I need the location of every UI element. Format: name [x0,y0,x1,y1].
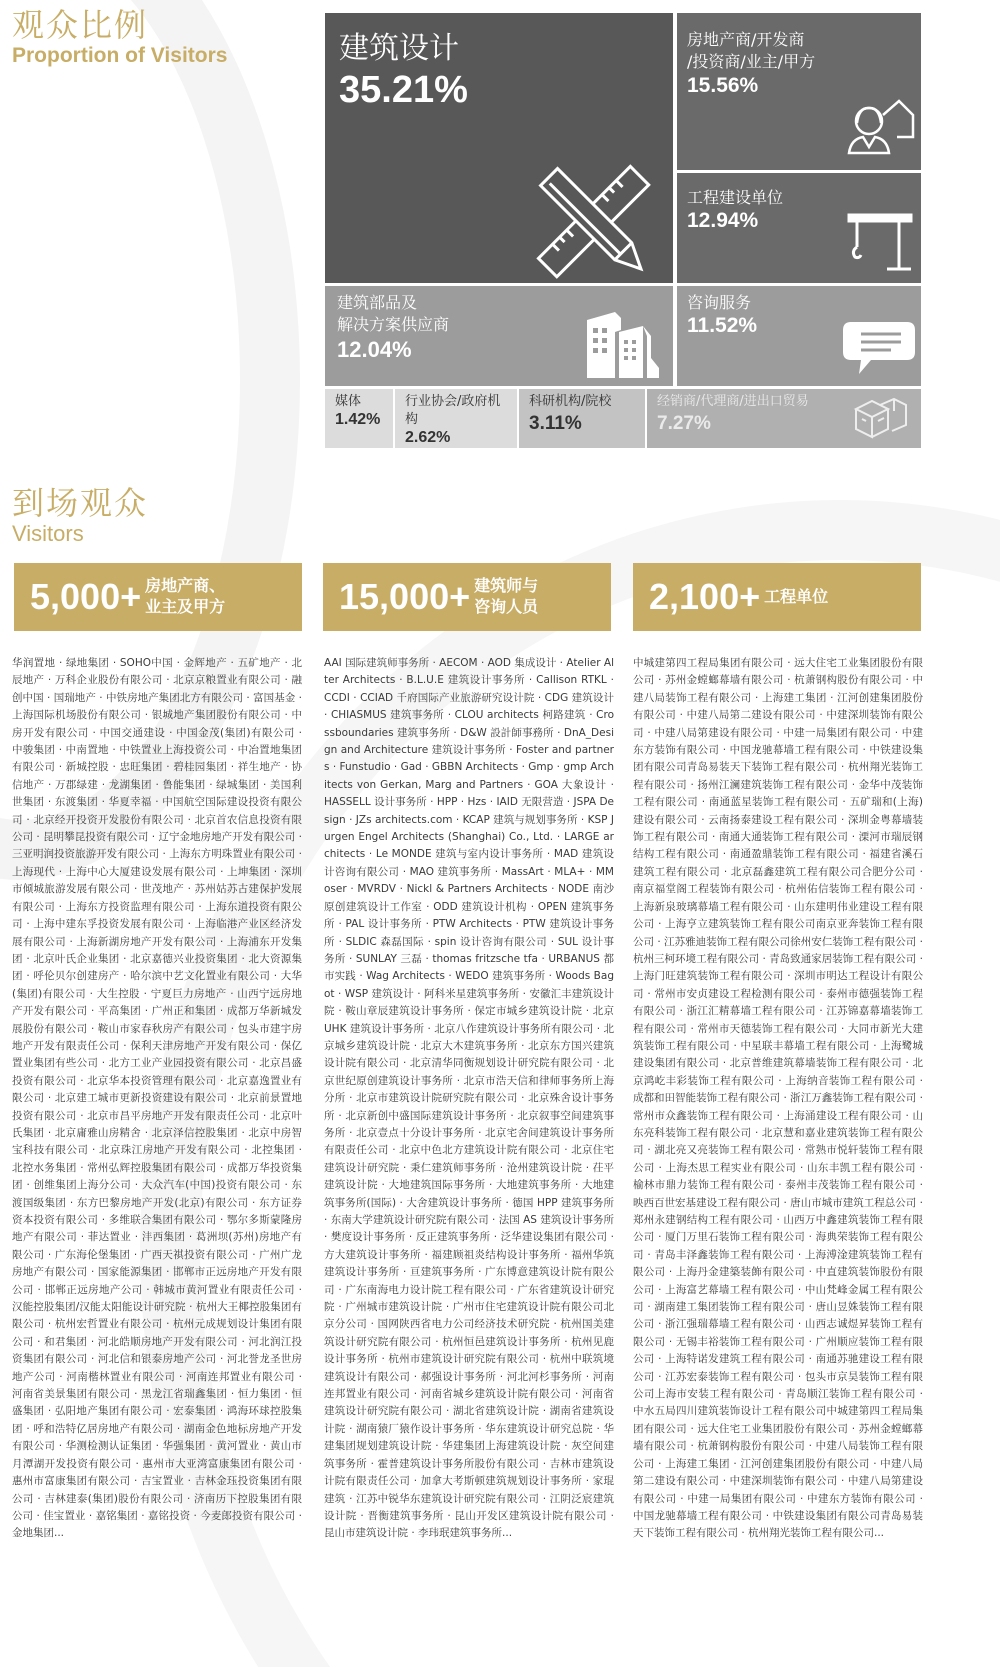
stat-description [474,576,538,618]
pencil-ruler-icon [535,163,655,283]
tile-media [325,389,393,448]
tile-distributors [647,389,921,448]
tile-percentage: 3.11% [529,413,582,435]
tile-label: 建筑设计 [339,31,459,66]
tile-percentage: 15.56% [687,73,759,97]
tile-percentage: 11.52% [687,314,758,338]
stat-plus: + [739,576,761,617]
tile-label-line1: 建筑部品及 [337,293,418,312]
stat-desc-line2: 业主及甲方 [145,597,226,616]
architects-list: AAI 国际建筑师事务所 · AECOM · AOD 集成设计 · Atelier Alter Architects · B.L.U.E 建筑设计事务所 · Callison RTKL · CCDI · CCIAD 千府国际产业旅游研究设计院 · CDG 建筑设计 · CHIASMUS 建筑事务所 · CLOU architects 柯路建筑 · Crossboundaries 建筑事务所 · D&W 設計師事務所 · DnA_Design and Architecture 建筑设计事务所 · Foster and partners · Funstudio · Gad · GBBN Architects · Gmp · gmp Architects von Gerkan, Marg and Partners · GOA 大象设计 · HASSELL 设计事务所 · HPP · Hzs · IAID 无限营造 · JSPA Design · JZs architects.com · KCAP 建筑与规划事务所 · KSP Jurgen Engel Architects (Shanghai) Co., Ltd. · LARGE architects · Le MONDE 建筑与室内设计事务所 · MAD 建筑设计咨询有限公司 · MAO 建筑事务所 · MassArt · MLA+ · MMoser · MVRDV · Nickl & Partners Architects · NODE 南沙原创建筑设计工作室 · ODD 建筑设计机构 · OPEN 建筑事务所 · PAL 设计事务所 · PTW Architects · PTW 建筑设计事务所 · SLDIC 森磊国际 · spin 设计咨询有限公司 · SUL 设计事务所 · SUNLAY 三磊 · thomas fritzsche tfa · URBANUS 都市实践 · Wag Architects · WEDO 建筑事务所 · Woods Bagot · WSP 建筑设计 · 阿科米星建筑事务所 · 安徽汇丰建筑设计院 · 鞍山章辰建筑设计事务所 · 保定市城乡建筑设计院 · 北京 UHK 建筑设计事务所 · 北京八作建筑设计事务所有限公司 · 北京城乡建筑设计院 · 北京大木建筑事务所 · 北京东方国兴建筑设计院有限公司 · 北京清华同衡规划设计研究院有限公司 · 北京世纪原创建筑设计事务所 · 北京市浩天信和律师事务所上海分所 · 北京市建筑设计院研究院有限公司 · 北京殊舍设计事务所 · 北京新创中盛国际建筑设计事务所 · 北京叙事空间建筑事务所 · 北京壹点十分设计事务所 · 北京宅舍间建筑设计事务所有限责任公司 · 北京中色北方建筑设计院有限公司 · 北京住宅建筑设计研究院 · 秉仁建筑师事务所 · 沧州建筑设计院 · 茌平建筑设计院 · 大地建筑国际事务所 · 大地建筑事务所 · 大地建筑事务所(国际) · 大舍建筑设计事务所 · 德国 HPP 建筑事务所 · 东南大学建筑设计研究院有限公司 · 法国 AS 建筑设计事务所 · 樊度设计事务所 · 反正建筑事务所 · 泛华建设集团有限公司 · 方大建筑设计事务所 · 福建顾祖炎结构设计事务所 · 福州华筑建筑设计事务所 · 亘建筑事务所 · 广东博意建筑设计院有限公司 · 广东南海电力设计院工程有限公司 · 广东省建筑设计研究院 · 广州城市建筑设计院 · 广州市住宅建筑设计院有限公司北京分公司 · 国网陕西省电力公司经济技术研究院 · 杭州国美建筑设计研究院有限公司 · 杭州恒邑建筑设计事务所 · 杭州见鹿设计事务所 · 杭州市建筑设计研究院有限公司 · 杭州中联筑境建筑设计有限公司 · 郝强设计事务所 · 河北河杉事务所 · 河南连邦置业有限公司 · 河南省城乡建筑设计院有限公司 · 河南省建筑设计研究院有限公司 · 湖北省建筑设计院 · 湖南省建筑设计院 · 湖南猿厂猿作设计事务所 · 华东建筑设计研究总院 · 华建集团规划建筑设计院 · 华建集团上海建筑设计院 · 灰空间建筑事务所 · 霍普建筑设计事务所股份有限公司 · 吉林市建筑设计院有限责任公司 · 加拿大考斯顿建筑规划设计事务所 · 家琨建筑 · 江苏中锐华东建筑设计研究院有限公司 · 江阴泛宸建筑设计院 · 晋衡建筑事务所 · 昆山开发区建筑设计院有限公司 · 昆山市建筑设计院 · 李玮珉建筑事务所... [324,657,614,1540]
boxes-icon [852,395,908,441]
stat-number: 15,000 [339,576,450,617]
tile-percentage: 12.04% [337,336,412,362]
proportion-title-en: Proportion of Visitors [12,44,228,68]
visitors-title-cn: 到场观众 [12,484,149,522]
tile-percentage: 2.62% [405,429,451,447]
developers-list: 华润置地 · 绿地集团 · SOHO中国 · 金辉地产 · 五矿地产 · 北辰地产 · 万科企业股份有限公司 · 北京京粮置业有限公司 · 融创中国 · 国瑞地产 · 中铁房地产集团北方有限公司 · 富国基金 · 上海国际机场股份有限公司 · 银城地产集团股份有限公司 · 中房开发有限公司 · 中国交通建设 · 中国金茂(集团)有限公司 · 中骏集团 · 中南置地 · 中铁置业上海投资公司 · 中冶置地集团有限公司 · 新城控股 · 忠旺集团 · 碧桂园集团 · 祥生地产 · 协信地产 · 万郡绿建 · 龙湖集团 · 鲁能集团 · 绿城集团 · 美国利世集团 · 东渡集团 · 华夏幸福 · 中国航空国际建设投资有限公司 · 北京经开投资开发股份有限公司 · 北京首农信息投资有限公司 · 昆明攀昆投资有限公司 · 辽宁金地房地产开发有限公司 · 三亚明润投资旅游开发有限公司 · 上海东方明珠置业有限公司 · 上海现代 · 上海中心大厦建设发展有限公司 · 上坤集团 · 深圳市倾城旅游发展有限公司 · 世茂地产 · 苏州姑苏古建保护发展有限公司 · 上海东方投资监理有限公司 · 上海东道投资有限公司 · 上海中建东孚投资发展有限公司 · 上海临港产业区经济发展有限公司 · 上海新湖房地产开发有限公司 · 上海浦东开发集团 · 北京叶氏企业集团 · 北京嘉德兴业投资集团 · 北大资源集团 · 呼伦贝尔创建房产 · 哈尔滨中艺文化置业有限公司 · 大华(集团)有限公司 · 大生控股 · 宁夏巨力房地产 · 山西宁远房地产开发有限公司 · 平高集团 · 广州正和集团 · 成都万华新城发展股份有限公司 · 鞍山市家春秋房产有限公司 · 包头市建宇房地产开发有限责任公司 · 保利天津房地产开发有限公司 · 保亿置业集团有些公司 · 北方工业产业园投资有限公司 · 北京昌盛投资有限公司 · 北京华本投资管理有限公司 · 北京嘉逸置业有限公司 · 北京建工城市更新投资建设有限公司 · 北京前景置地投资有限公司 · 北京市昌平房地产开发有限责任公司 · 北京叶氏集团 · 北京庸雅山房精舍 · 北京泽信控股集团 · 北京中房智宝科技有限公司 · 北京珠江房地产开发有限公司 · 北控集团 · 北控水务集团 · 常州弘辉控股集团有限公司 · 成都万华投资集团 · 创维集团上海分公司 · 大众汽车(中国)投资有限公司 · 东渡国级集团 · 东方巴黎房地产开发(北京)有限公司 · 东方证券资本投资有限公司 · 多维联合集团有限公司 · 鄂尔多斯蒙隆房地产有限公司 · 菲达置业 · 沣西集团 · 葛洲坝(苏州)房地产有限公司 · 广东海伦堡集团 · 广西天祺投资有限公司 · 广州广龙房地产有限公司 · 国家能源集团 · 邯郸市正远房地产开发有限公司 · 邯郸正远房地产公司 · 韩城市黄河置业有限责任公司 · 汉能控股集团/汉能太阳能设计研究院 · 杭州大王椰控股集团有限公司 · 杭州宏哲置业有限公司 · 杭州元成规划设计集团有限公司 · 和君集团 · 河北皓顺房地产开发有限公司 · 河北润江投资集团有限公司 · 河北信和银泰房地产公司 · 河北誉龙圣世房地产公司 · 河南楷林置业有限公司 · 河南连邦置业有限公司 · 河南省美景集团有限公司 · 黑龙江省瑞鑫集团 · 恒力集团 · 恒盛集团 · 弘阳地产集团有限公司 · 宏泰集团 · 鸿海环球控股集团 · 呼和浩特亿居房地产有限公司 · 湖南金色地标房地产开发有限公司 · 华测检测认证集团 · 华强集团 · 黄河置业 · 黄山市月潭湖开发投资有限公司 · 惠州市大亚湾富康集团有限公司 · 惠州市富康集团有限公司 · 吉宝置业 · 吉林金珏投资集团有限公司 · 吉林建泰(集团)股份有限公司 · 济南历下控股集团有限公司 · 佳宝置业 · 嘉铭集团 · 嘉铭投资 · 今麦郎投资有限公司 · 金地集团... [12,657,302,1540]
tile-percentage: 35.21% [339,69,468,111]
stat-desc-line1: 房地产商、 [145,576,226,596]
crane-icon [847,211,913,271]
tile-developers [677,13,921,170]
tile-architecture-design [325,13,673,283]
tile-label: 科研机构/院校 [529,394,612,409]
visitors-title-en: Visitors [12,521,84,547]
proportion-title-cn: 观众比例 [12,6,149,44]
tile-label: 行业协会/政府机构 [405,394,501,428]
stat-description [145,576,225,618]
tile-label: 咨询服务 [687,293,752,312]
tile-building-suppliers [325,286,673,386]
stat-number: 5,000 [30,576,121,617]
tile-label-line2: /投资商/业主/甲方 [687,52,816,72]
stat-desc-line1: 建筑师与 [474,576,539,596]
tile-associations-government [395,389,517,448]
stat-banner-engineering [633,563,921,631]
tile-consulting [677,286,921,386]
stat-description: 工程单位 [764,586,829,606]
speech-bubble-icon [841,320,917,376]
stat-number: 2,100 [649,576,740,617]
tile-percentage: 1.42% [335,411,381,429]
tile-label-line1: 房地产商/开发商 [687,30,805,49]
tile-label: 工程建设单位 [687,188,784,207]
tile-label-line2: 解决方案供应商 [337,315,450,335]
tile-label: 媒体 [335,394,362,409]
visitors-title [12,486,148,548]
businesswoman-house-icon [845,95,915,157]
tile-percentage: 12.94% [687,209,759,233]
stat-banner-developers [14,563,302,631]
stat-banner-architects [323,563,611,631]
buildings-icon [585,308,665,378]
tile-percentage: 7.27% [657,413,711,435]
stat-plus: + [120,576,142,617]
stat-plus: + [449,576,471,617]
engineering-list: 中城建第四工程局集团有限公司 · 远大住宅工业集团股份有限公司 · 苏州金螳螂幕墙有限公司 · 杭萧钢构股份有限公司 · 中建八局装饰工程有限公司 · 上海建工集团 · 江河创建集团股份有限公司 · 中建八局第二建设有限公司 · 中建深圳装饰有限公司 · 中建八局第建设有限公司 · 中建一局集团有限公司 · 中建东方装饰有限公司 · 中国龙驰幕墙工程有限公司 · 中铁建设集团有限公司青岛易装天下装饰工程有限公司 · 杭州翔光装饰工程有限公司 · 扬州江澜建筑装饰工程有限公司 · 金华中茂装饰工程有限公司 · 南通蓝星装饰工程有限公司 · 五矿瑞和(上海)建设有限公司 · 云南扬泰建设工程有限公司 · 深圳金粤幕墙装饰工程有限公司 · 南通大通装饰工程有限公司 · 溧河市瑞辰钢结构工程有限公司 · 南通盈鼎装饰工程有限公司 · 福建省溪石建筑工程有限公司 · 北京磊鑫建筑工程有限公司合肥分公司 · 南京福堂阁工程装饰有限公司 · 杭州佑信装饰工程有限公司 · 上海新泉玻璃幕墙工程有限公司 · 山东建明伟业建设工程有限公司 · 上海亨立建筑装饰工程有限公司南京亚奔装饰工程有限公司 · 江苏雅迪装饰工程有限公司徐州安仁装饰工程有限公司 · 杭州三柯环境工程有限公司 · 青岛致通家居装饰工程有限公司 · 上海门旺建筑装饰工程有限公司 · 深圳市明达工程设计有限公司 · 常州市安贞建设工程检测有限公司 · 泰州市德强装饰工程有限公司 · 浙江汇精幕墙工程有限公司 · 江苏锦嘉幕墙装饰工程有限公司 · 常州市天德装饰工程有限公司 · 大同市新光大建筑装饰工程有限公司 · 中星联丰幕墙工程有限公司 · 上海鹭城建设集团有限公司 · 北京普维建筑幕墙装饰工程有限公司 · 北京鸿屹丰彩装饰工程有限公司 · 上海纳音装饰工程有限公司 · 成都和田智能装饰工程有限公司 · 浙江万鑫装饰工程有限公司 · 常州市众鑫装饰工程有限公司 · 上海涌建设工程有限公司 · 山东亮科装饰工程有限公司 · 北京慧和嘉业建筑装饰工程有限公司 · 湖北亮又亮装饰工程有限公司 · 常熟市悦轩装饰工程有限公司 · 上海杰思工程实业有限公司 · 山东丰凯工程有限公司 · 榆林市鼎力装饰工程有限公司 · 泰州丰茂装饰工程有限公司 · 映西百世宏基建设工程有限公司 · 唐山市城市建筑工程总公司 · 郑州永建钢结构工程有限公司 · 山西万中鑫建筑装饰工程有限公司 · 厦门万里石装饰工程有限公司 · 海典荣装饰工程有限公司 · 青岛丰泽鑫装饰工程有限公司 · 上海溥淦建筑装饰工程有限公司 · 上海丹金建築装飾有限公司 · 中直建筑装饰股份有限公司 · 上海富艺幕墙工程有限公司 · 中山梵峰金属工程有限公司 · 湖南建工集团装饰工程有限公司 · 唐山昱姝装饰工程有限公司 · 浙江强瑞幕墙工程有限公司 · 山西志诚煜昇装饰工程有限公司 · 无锡丰裕装饰工程有限公司 · 广州顺应装饰工程有限公司 · 上海特诺发建筑工程有限公司 · 南通苏驰建设工程有限公司 · 江苏宏泰装饰工程有限公司 · 包头市京昊装饰工程有限公司上海市安装工程有限公司 · 青岛顺江装饰工程有限公司 · 中水五局四川建筑装饰设计工程有限公司中城建第四工程局集团有限公司 · 远大住宅工业集团股份有限公司 · 苏州金螳螂幕墙有限公司 · 杭萧钢构股份有限公司 · 中建八局装饰工程有限公司 · 上海建工集团 · 江河创建集团股份有限公司 · 中建八局第二建设有限公司 · 中建深圳装饰有限公司 · 中建八局第建设有限公司 · 中建一局集团有限公司 · 中建东方装饰有限公司 · 中国龙驰幕墙工程有限公司 · 中铁建设集团有限公司青岛易装天下装饰工程有限公司 · 杭州翔光装饰工程有限公司... [633,657,923,1540]
proportion-title [12,8,227,68]
tile-label: 经销商/代理商/进出口贸易 [657,394,809,409]
tile-engineering-units [677,173,921,283]
tile-research-institutes [519,389,645,448]
stat-desc-line2: 咨询人员 [474,597,539,616]
